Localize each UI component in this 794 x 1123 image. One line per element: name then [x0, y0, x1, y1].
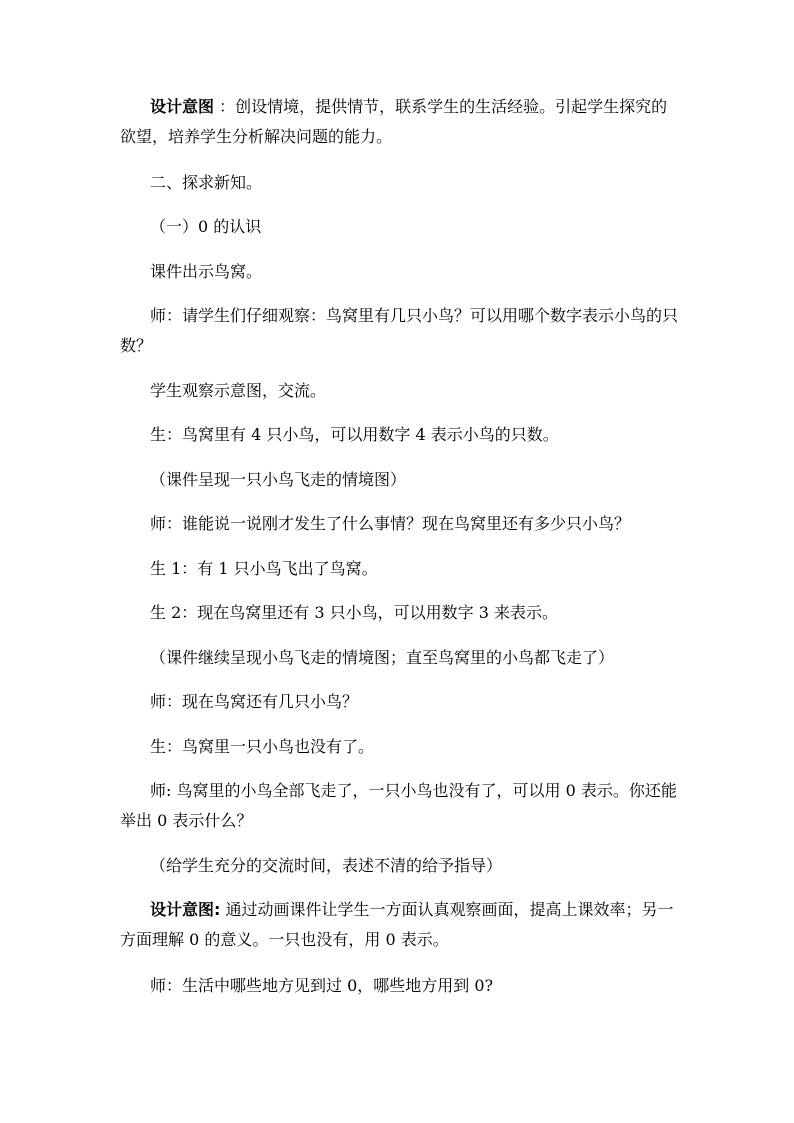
paragraph — [120, 554, 680, 584]
design-intent-label: 设计意图: — [150, 900, 221, 919]
paragraph — [120, 598, 680, 628]
paragraph — [120, 776, 680, 836]
paragraph-text: （一）0 的认识 — [150, 217, 262, 236]
paragraph-text: 师：现在鸟窝还有几只小鸟？ — [150, 692, 359, 711]
paragraph-text: 师: 鸟窝里的小鸟全部飞走了，一只小鸟也没有了，可以用 0 表示。你还能举出 0 表示什么？ — [120, 781, 677, 830]
design-intent-label: 设计意图 — [150, 97, 215, 116]
paragraph-text: 通过动画课件让学生一方面认真观察画面，提高上课效率；另一方面理解 0 的意义。一只也没有，用 0 表示。 — [120, 900, 674, 949]
paragraph-text: （给学生充分的交流时间，表述不清的给予指导） — [150, 856, 503, 875]
paragraph — [120, 257, 680, 287]
paragraph-text: （课件呈现一只小鸟飞走的情境图） — [150, 470, 407, 489]
paragraph — [120, 420, 680, 450]
paragraph-text: （课件继续呈现小鸟飞走的情境图；直至鸟窝里的小鸟都飞走了） — [150, 648, 615, 667]
paragraph — [120, 851, 680, 881]
paragraph-text: 学生观察示意图，交流。 — [150, 381, 327, 400]
paragraph — [120, 687, 680, 717]
section-heading-explore — [120, 168, 680, 198]
paragraph — [120, 465, 680, 495]
paragraph — [120, 301, 680, 361]
paragraph-text: 生：鸟窝里一只小鸟也没有了。 — [150, 737, 375, 756]
paragraph — [120, 732, 680, 762]
paragraph-text: 师：请学生们仔细观察：鸟窝里有几只小鸟？可以用哪个数字表示小鸟的只数？ — [120, 306, 679, 355]
paragraph — [120, 376, 680, 406]
paragraph-text: ：创设情境，提供情节，联系学生的生活经验。引起学生探究的欲望，培养学生分析解决问题的能力。 — [120, 97, 668, 146]
paragraph — [120, 643, 680, 673]
paragraph-text: 师：谁能说一说刚才发生了什么事情？现在鸟窝里还有多少只小鸟？ — [150, 514, 631, 533]
paragraph-text: 生 2：现在鸟窝里还有 3 只小鸟，可以用数字 3 来表示。 — [150, 603, 558, 622]
paragraph — [120, 971, 680, 1001]
design-intent-paragraph-2 — [120, 895, 680, 955]
paragraph-text: 生 1：有 1 只小鸟飞出了鸟窝。 — [150, 559, 378, 578]
paragraph-text: 二、探求新知。 — [150, 173, 263, 192]
paragraph-text: 生：鸟窝里有 4 只小鸟，可以用数字 4 表示小鸟的只数。 — [150, 425, 559, 444]
subsection-heading-zero — [120, 212, 680, 242]
design-intent-paragraph-1 — [120, 92, 680, 152]
paragraph-text: 课件出示鸟窝。 — [150, 262, 263, 281]
paragraph-text: 师：生活中哪些地方见到过 0，哪些地方用到 0? — [150, 976, 494, 995]
paragraph — [120, 509, 680, 539]
